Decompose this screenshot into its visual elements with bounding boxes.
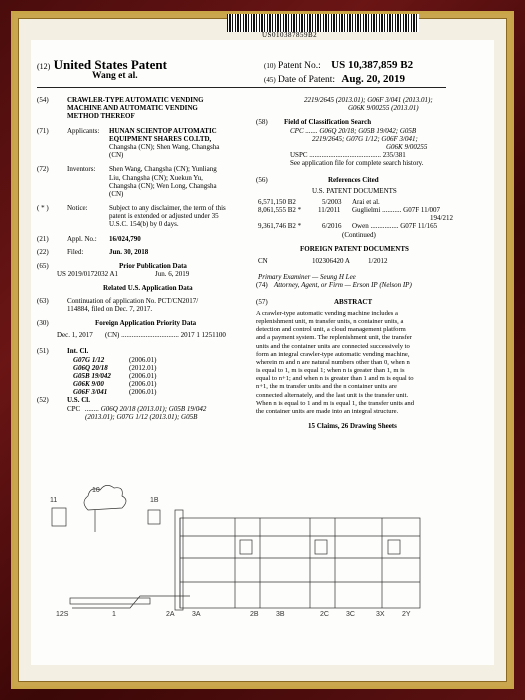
drawing-label: 11 <box>50 497 58 504</box>
inventor-short: Wang et al. <box>92 71 138 81</box>
claims-summary: 15 Claims, 26 Drawing Sheets <box>308 422 397 431</box>
drawing-label: 3A <box>192 611 201 618</box>
patent-number-row: (10) Patent No.: US 10,387,859 B2 <box>264 59 414 71</box>
patent-drawing <box>30 458 430 618</box>
drawing-label: 1B <box>150 497 159 504</box>
abstract-text: A crawler-type automatic vending machine includes a replenishment unit, m transfer units, n container units, a detection and control unit, a cloud management platform and a payment system. The replenishment unit, the transfer units and the container units are connected successively to form an integral crawler-type automatic vending machine, wherein m and n are natural numbers other than 0, when n is equal to 1, m is equal 1; when n is greater than 1, m is equal to n+1; and when n is greater than 1 and m is equal to n+1, the m transfer units and the n container units are connected alternately, and the last unit is the transfer unit. When n is equal to 1 and m is equal 1, the transfer units and the container units are made into an integral structure. <box>256 309 415 415</box>
patent-date-row: (45) Date of Patent: Aug. 20, 2019 <box>264 73 405 85</box>
drawing-label: 3C <box>346 611 355 618</box>
drawing-label: 3X <box>376 611 385 618</box>
barcode <box>227 14 419 32</box>
right-column: 2219/2645 (2013.01); G06F 3/041 (2013.01); G06K 9/00255 (2013.01) (58) Field of Classification Search CPC ....... G06Q 20/18; G05B 19/042; G05B 2219/2645; G07G 1/12; G06F 3/041; G06K 9/00255 USPC ......................................... 235/381 See application file for complete search history. (56) References Cited U.S. PATENT DOCUMENTS 6,571,150 B2 5/2003 Arai et al. 8,061,555 B2 * 11/2011 Guglielmi ........... G07F 11/007 194/212 9,361,746 B2 * 6/2016 Owen ................ G07F 11/165 (Continued) FOREIGN PATENT DOCUMENTS CN 102306420 A 1/2012 Primary Examiner — Seung H Lee (74) Attorney, Agent, or Firm — Erson IP (Nelson IP) (57) ABSTRACT A crawler-type automatic vending machine includes a replenishment unit, m transfer units, n container units, a detection and control unit, a cloud management platform and a payment system. The replenishment unit, the transfer units and the container units are connected successively to form an integral crawler-type automatic vending machine, wherein m and n are natural numbers other than 0, when n is equal to 1, m is equal 1; when n is greater than 1, m is equal to n+1; and when n is greater than 1 and m is equal to n+1, the m transfer units and the n container units are connected alternately, and the last unit is the transfer unit. When n is equal to 1 and m is equal 1, the transfer units and the container units are made into an integral structure. 15 Claims, 26 Drawing Sheets <box>256 96 453 431</box>
drawing-label: 2A <box>166 611 175 618</box>
drawing-label: 2Y <box>402 611 411 618</box>
drawing-label: 2C <box>320 611 329 618</box>
patent-country-title: (12) United States Patent <box>37 57 167 72</box>
drawing-label: 3B <box>276 611 285 618</box>
left-column: (54) CRAWLER-TYPE AUTOMATIC VENDING MACHINE AND AUTOMATIC VENDING METHOD THEREOF (71) Applicants: HUNAN SCIENTOP AUTOMATIC EQUIPMENT SHARES CO.LTD, Changsha (CN); Shen Wang, Changsha (CN) (72) Inventors: Shen Wang, Changsha (CN); Yunliang Liu, Changsha (CN); Xuekun Yu, Changsha (CN); Wen Long, Changsha (CN) ( * ) Notice: Subject to any disclaimer, the term of this patent is extended or adjusted under 35 U.S.C. 154(b) by 0 days. (21) Appl. No.: 16/024,790 (22) Filed: Jun. 30, 2018 (65) Prior Publication Data US 2019/0172032 A1 Jun. 6, 2019 Related U.S. Application Data (63) Continuation of application No. PCT/CN2017/ 114884, filed on Dec. 7, 2017. (30) Foreign Application Priority Data Dec. 1, 2017 (CN) ................................. 2017 1 1251100 (51) Int. Cl. G07G 1/12 (2006.01) G06Q 20/18 (2012.01) G05B 19/042 (2006.01) G06K 9/00 (2006.01) G06F 3/041 (2006.01) (52) U.S. Cl. CPC ........ G06Q 20/18 (2013.01); G05B 19/042 (2013.01); G07G 1/12 (2013.01); G05B <box>37 96 226 421</box>
drawing-label: 12S <box>56 611 69 618</box>
drawing-label: 10 <box>92 487 100 494</box>
drawing-label: 1 <box>112 611 116 618</box>
drawing-label: 2B <box>250 611 259 618</box>
header-rule <box>37 87 446 88</box>
barcode-number: US010387859B2 <box>262 31 318 39</box>
